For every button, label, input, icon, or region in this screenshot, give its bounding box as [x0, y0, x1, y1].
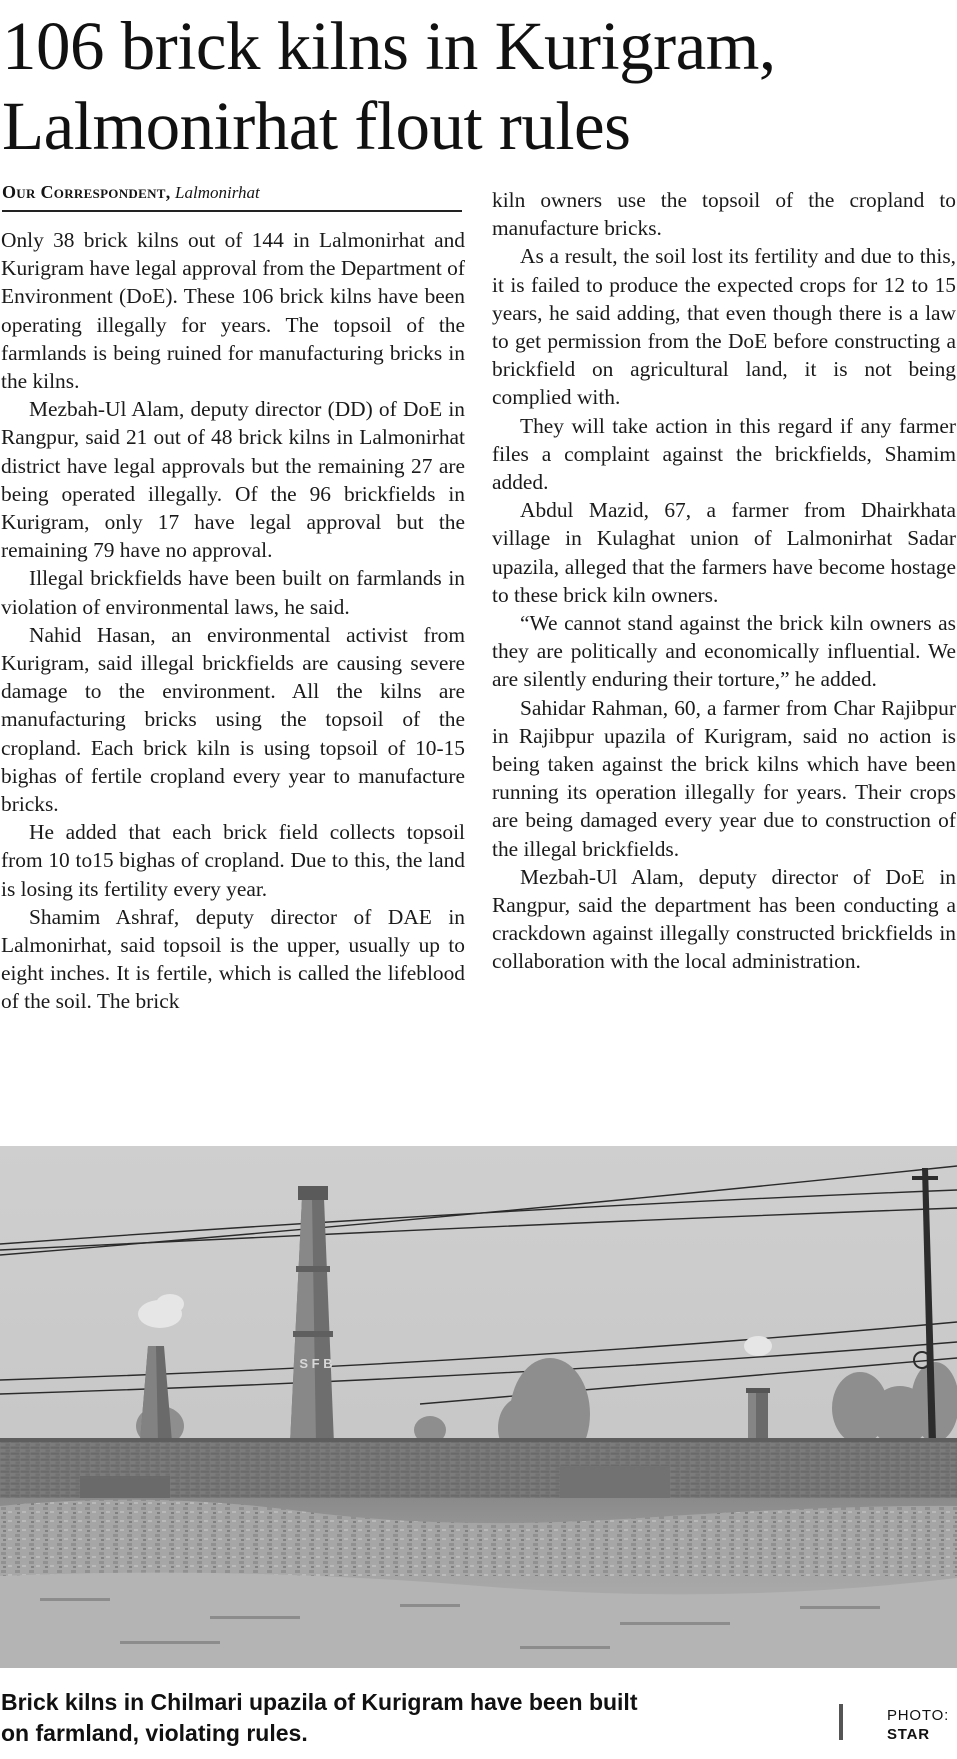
short-chimney-right	[746, 1388, 770, 1444]
headline-line-2: Lalmonirhat flout rules	[2, 88, 631, 164]
paragraph: “We cannot stand against the brick kiln owners as they are politically and economically influential. We are silently enduring their torture,” he added.	[492, 611, 956, 692]
article-column-left	[1, 226, 465, 1016]
paragraph: Only 38 brick kilns out of 144 in Lalmonirhat and Kurigram have legal approval from the Department of Environment (DoE). These 106 brick kilns have been operating illegally for years. The topsoil of the farmlands is being ruined for manufacturing bricks in the kilns.	[1, 228, 465, 394]
brick-kiln-photo-illustration	[0, 1146, 957, 1668]
headline-line-1: 106 brick kilns in Kurigram,	[2, 8, 776, 84]
paragraph: Nahid Hasan, an environmental activist from Kurigram, said illegal brickfields are causing severe damage to the environment. All the kilns are manufacturing bricks using the topsoil of the cropland. Each brick kiln is using topsoil of 10-15 bighas of fertile cropland every year to manufacture bricks.	[1, 622, 465, 817]
paragraph: As a result, the soil lost its fertility and due to this, it is failed to produce the expected crops for 12 to 15 years, he said adding, that even though there is a law to get permission from the DoE before constructing a brickfield on agricultural land, it is not being complied with.	[492, 244, 956, 410]
credit-divider	[839, 1704, 843, 1740]
article-column-right	[492, 186, 956, 976]
chimney-lettering: S F B	[299, 1356, 333, 1371]
paragraph: Sahidar Rahman, 60, a farmer from Char Rajibpur in Rajibpur upazila of Kurigram, said no action is being taken against the brick kilns which have been running its operation illegally for years. Their crops are being damaged every year due to construction of the illegal brickfields.	[492, 695, 956, 861]
byline	[2, 181, 462, 212]
paragraph: Mezbah-Ul Alam, deputy director of DoE in Rangpur, said the department has been conducting a crackdown against illegally constructed brickfields in collaboration with the local administration.	[492, 864, 956, 974]
photo-credit	[887, 1706, 949, 1744]
paragraph: They will take action in this regard if any farmer files a complaint against the brickfields, Shamim added.	[492, 413, 956, 495]
byline-name: Our Correspondent,	[2, 182, 171, 202]
paragraph: Abdul Mazid, 67, a farmer from Dhairkhata village in Kulaghat union of Lalmonirhat Sadar upazila, alleged that the farmers have become hostage to these brick kiln owners.	[492, 498, 956, 607]
byline-place: Lalmonirhat	[175, 183, 260, 202]
photo-caption	[1, 1687, 701, 1749]
credit-source: STAR	[887, 1726, 930, 1743]
paragraph: kiln owners use the topsoil of the cropland to manufacture bricks.	[492, 188, 956, 241]
caption-line-2: on farmland, violating rules.	[1, 1720, 308, 1746]
paragraph: Mezbah-Ul Alam, deputy director (DD) of DoE in Rangpur, said 21 out of 48 brick kilns in Lalmonirhat district have legal approvals but the remaining 27 are being operated illegally. Of the 96 brickfields in Kurigram, only 17 have legal approval but the remaining 79 have no approval.	[1, 397, 465, 563]
paragraph: He added that each brick field collects topsoil from 10 to15 bighas of cropland. Due to this, the land is losing its fertility every year.	[1, 820, 465, 901]
headline	[2, 6, 952, 166]
paragraph: Shamim Ashraf, deputy director of DAE in Lalmonirhat, said topsoil is the upper, usually up to eight inches. It is fertile, which is called the lifeblood of the soil. The brick	[1, 904, 465, 1014]
news-photo	[0, 1146, 957, 1668]
paragraph: Illegal brickfields have been built on farmlands in violation of environmental laws, he said.	[1, 566, 465, 619]
caption-line-1: Brick kilns in Chilmari upazila of Kurigram have been built	[1, 1689, 638, 1715]
credit-label: PHOTO:	[887, 1707, 950, 1724]
